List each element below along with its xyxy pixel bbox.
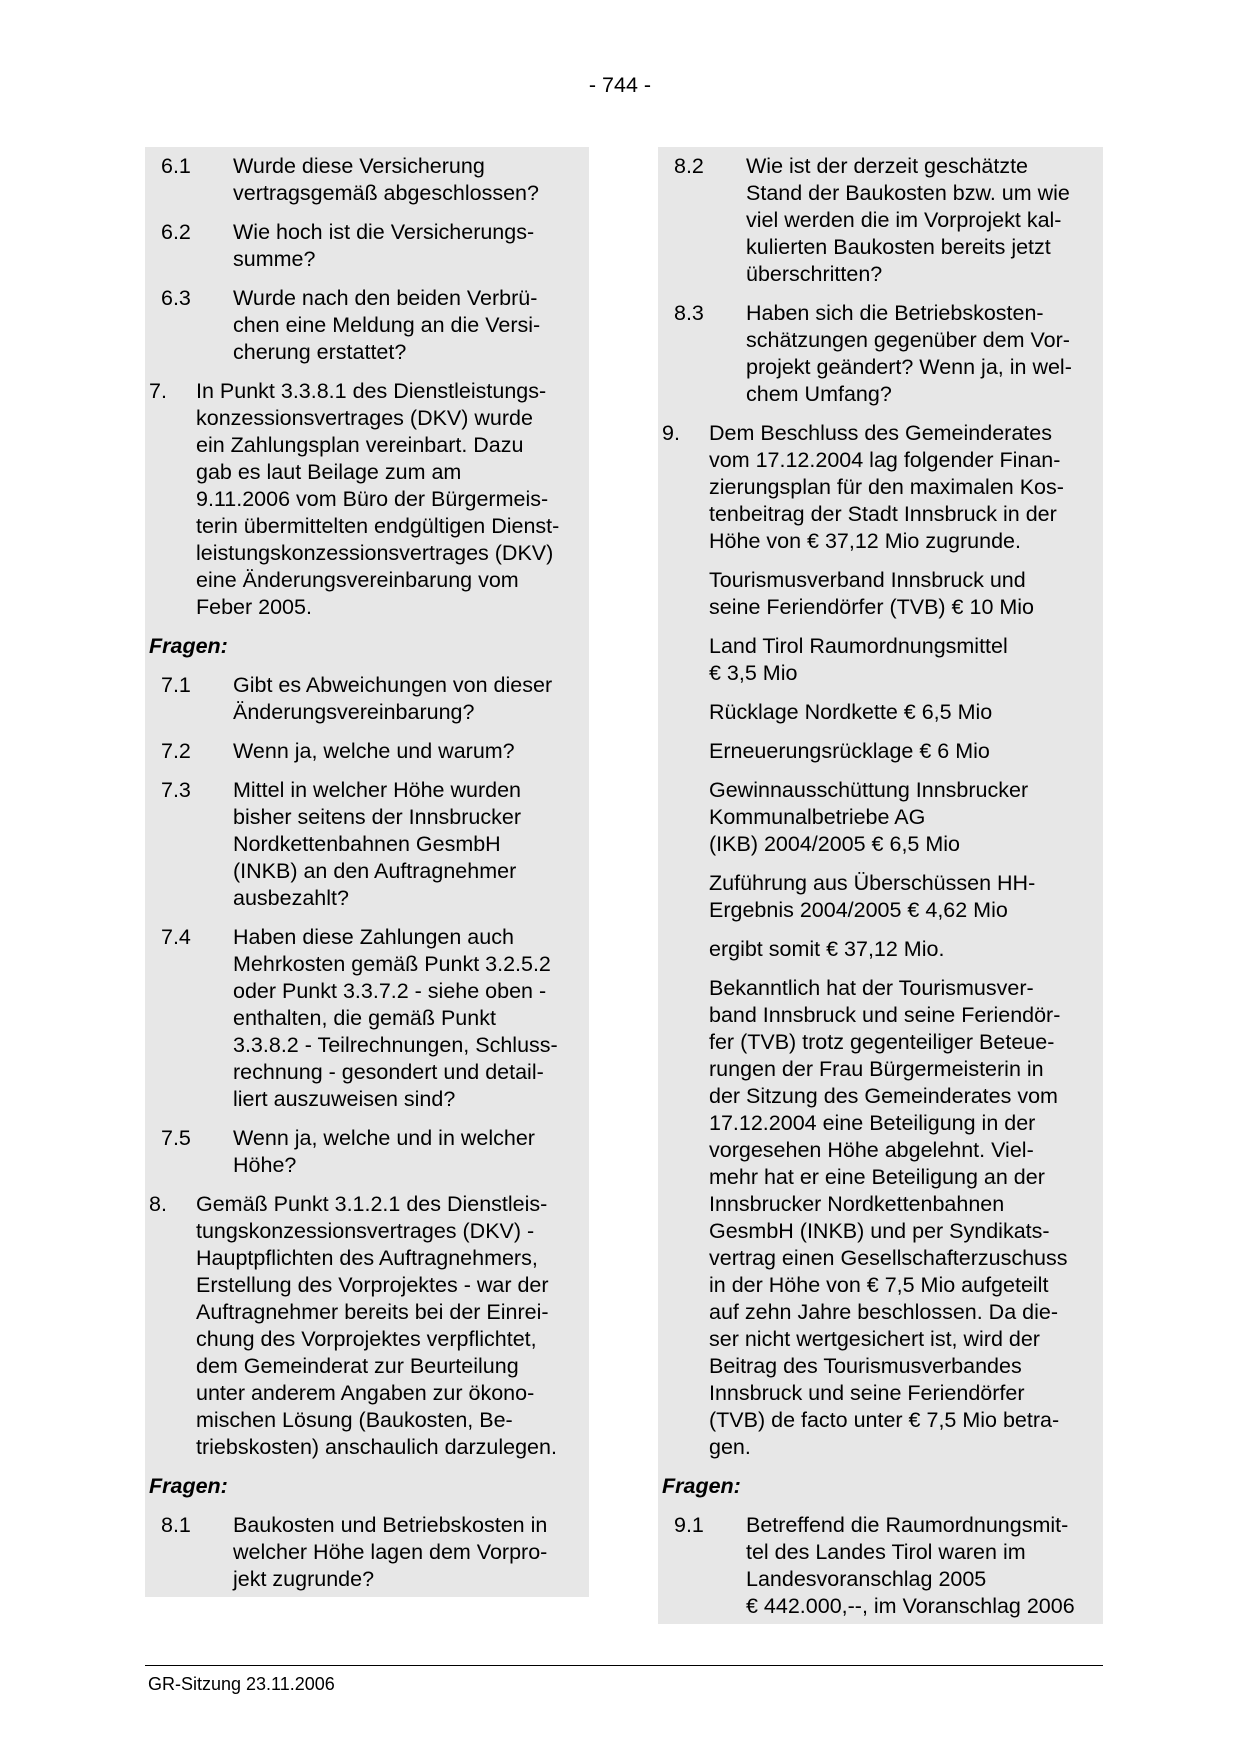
fragen-heading: Fragen: — [149, 1474, 228, 1498]
text-line: Höhe von € 37,12 Mio zugrunde. — [709, 529, 1021, 553]
text-line: Wurde diese Versicherung — [233, 154, 485, 178]
text-line: Wie ist der derzeit geschätzte — [746, 154, 1029, 178]
text-line: summe? — [233, 247, 316, 271]
question-7-4 — [149, 924, 585, 1113]
question-text — [233, 1125, 585, 1179]
text-line: ser nicht wertgesichert ist, wird der — [709, 1327, 1040, 1351]
text-line: kulierten Baukosten bereits jetzt — [746, 235, 1051, 259]
text-line: vertrag einen Gesellschafterzuschuss — [709, 1246, 1068, 1270]
text-line: fer (TVB) trotz gegenteiliger Beteue- — [709, 1030, 1055, 1054]
text-line: band Innsbruck und seine Feriendör- — [709, 1003, 1061, 1027]
text-line: der Sitzung des Gemeinderates vom — [709, 1084, 1058, 1108]
text-line: vorgesehen Höhe abgelehnt. Viel- — [709, 1138, 1034, 1162]
question-number: 9.1 — [674, 1513, 704, 1537]
text-line: terin übermittelten endgültigen Dienst- — [196, 514, 560, 538]
question-number: 8.2 — [674, 154, 704, 178]
text-line: seine Feriendörfer (TVB) € 10 Mio — [709, 595, 1035, 619]
text-line: Bekanntlich hat der Tourismusver- — [709, 976, 1034, 1000]
text-line: 17.12.2004 eine Beteiligung in der — [709, 1111, 1036, 1135]
text-line: ausbezahlt? — [233, 886, 349, 910]
right-column — [658, 147, 1103, 1624]
text-line: leistungskonzessionsvertrages (DKV) — [196, 541, 554, 565]
text-line: chung des Vorprojektes verpflichtet, — [196, 1327, 537, 1351]
question-number: 6.1 — [161, 154, 191, 178]
item-7 — [149, 378, 585, 621]
text-line: Tourismusverband Innsbruck und — [709, 568, 1026, 592]
question-6-2 — [149, 219, 585, 273]
text-line: Landesvoranschlag 2005 — [746, 1567, 987, 1591]
question-8-1 — [149, 1512, 585, 1593]
text-line: cherung erstattet? — [233, 340, 407, 364]
text-line: Mehrkosten gemäß Punkt 3.2.5.2 — [233, 952, 551, 976]
text-line: € 3,5 Mio — [709, 661, 798, 685]
text-line: liert auszuweisen sind? — [233, 1087, 456, 1111]
text-line: Land Tirol Raumordnungsmittel — [709, 634, 1008, 658]
item-number: 7. — [149, 379, 167, 403]
text-line: projekt geändert? Wenn ja, in wel- — [746, 355, 1072, 379]
item-text — [196, 378, 585, 621]
text-line: ein Zahlungsplan vereinbart. Dazu — [196, 433, 524, 457]
question-text — [233, 924, 585, 1113]
text-line: viel werden die im Vorprojekt kal- — [746, 208, 1062, 232]
text-line: Innsbruck und seine Feriendörfer — [709, 1381, 1025, 1405]
financing-tvb — [662, 567, 1099, 621]
text-line: GesmbH (INKB) und per Syndikats- — [709, 1219, 1050, 1243]
text-line: dem Gemeinderat zur Beurteilung — [196, 1354, 519, 1378]
text-line: rungen der Frau Bürgermeisterin in — [709, 1057, 1044, 1081]
question-9-1 — [662, 1512, 1099, 1620]
text-line: zierungsplan für den maximalen Kos- — [709, 475, 1064, 499]
text-line: auf zehn Jahre beschlossen. Da die- — [709, 1300, 1058, 1324]
footer-divider — [145, 1665, 1103, 1666]
question-text — [746, 1512, 1099, 1620]
text-line: Erstellung des Vorprojektes - war der — [196, 1273, 549, 1297]
question-number: 8.3 — [674, 301, 704, 325]
text-line: chem Umfang? — [746, 382, 892, 406]
text-line: tel des Landes Tirol waren im — [746, 1540, 1026, 1564]
question-text — [746, 300, 1099, 408]
text-line: Zuführung aus Überschüssen HH- — [709, 871, 1036, 895]
question-text — [233, 672, 585, 726]
page-number: - 744 - — [588, 73, 652, 97]
question-number: 7.1 — [161, 673, 191, 697]
text-line: Gewinnausschüttung Innsbrucker — [709, 778, 1029, 802]
financing-hh-ergebnis — [662, 870, 1099, 924]
text-line: gen. — [709, 1435, 751, 1459]
question-7-1 — [149, 672, 585, 726]
text-line: tenbeitrag der Stadt Innsbruck in der — [709, 502, 1057, 526]
question-number: 8.1 — [161, 1513, 191, 1537]
text-line: triebskosten) anschaulich darzulegen. — [196, 1435, 557, 1459]
text-line: Beitrag des Tourismusverbandes — [709, 1354, 1022, 1378]
question-text — [233, 285, 585, 366]
text-line: Mittel in welcher Höhe wurden — [233, 778, 521, 802]
text-line: Wie hoch ist die Versicherungs- — [233, 220, 535, 244]
text-line: vom 17.12.2004 lag folgender Finan- — [709, 448, 1061, 472]
text-line: Gibt es Abweichungen von dieser — [233, 673, 553, 697]
question-text — [233, 219, 585, 273]
financing-ruecklage — [662, 699, 1099, 726]
text-line: (IKB) 2004/2005 € 6,5 Mio — [709, 832, 960, 856]
text-line: Innsbrucker Nordkettenbahnen — [709, 1192, 1005, 1216]
text-line: ergibt somit € 37,12 Mio. — [709, 937, 945, 961]
question-7-2 — [149, 738, 585, 765]
question-number: 7.2 — [161, 739, 191, 763]
text-line: Hauptpflichten des Auftragnehmers, — [196, 1246, 538, 1270]
text-line: oder Punkt 3.3.7.2 - siehe oben - — [233, 979, 547, 1003]
question-7-5 — [149, 1125, 585, 1179]
text-line: unter anderem Angaben zur ökono- — [196, 1381, 535, 1405]
text-line: mehr hat er eine Beteiligung an der — [709, 1165, 1045, 1189]
text-line: Haben sich die Betriebskosten- — [746, 301, 1044, 325]
question-text — [233, 777, 585, 912]
text-line: Dem Beschluss des Gemeinderates — [709, 421, 1052, 445]
text-line: schätzungen gegenüber dem Vor- — [746, 328, 1070, 352]
text-line: Kommunalbetriebe AG — [709, 805, 926, 829]
question-6-1 — [149, 153, 585, 207]
text-line: Baukosten und Betriebskosten in — [233, 1513, 548, 1537]
question-text — [746, 153, 1099, 288]
text-line: Gemäß Punkt 3.1.2.1 des Dienstleis- — [196, 1192, 548, 1216]
question-number: 7.5 — [161, 1126, 191, 1150]
text-line: überschritten? — [746, 262, 883, 286]
question-number: 6.3 — [161, 286, 191, 310]
question-6-3 — [149, 285, 585, 366]
text-line: Haben diese Zahlungen auch — [233, 925, 514, 949]
question-7-3 — [149, 777, 585, 912]
text-line: Wenn ja, welche und in welcher — [233, 1126, 535, 1150]
question-number: 7.3 — [161, 778, 191, 802]
text-line: konzessionsvertrages (DKV) wurde — [196, 406, 533, 430]
financing-land-tirol — [662, 633, 1099, 687]
text-line: in der Höhe von € 7,5 Mio aufgeteilt — [709, 1273, 1049, 1297]
item-8 — [149, 1191, 585, 1461]
question-8-2 — [662, 153, 1099, 288]
text-line: Wurde nach den beiden Verbrü- — [233, 286, 538, 310]
text-line: welcher Höhe lagen dem Vorpro- — [233, 1540, 548, 1564]
text-line: € 442.000,--, im Voranschlag 2006 — [746, 1594, 1075, 1618]
text-line: vertragsgemäß abgeschlossen? — [233, 181, 539, 205]
text-line: gab es laut Beilage zum am — [196, 460, 462, 484]
left-column — [145, 147, 589, 1597]
text-line: Nordkettenbahnen GesmbH — [233, 832, 501, 856]
text-line: rechnung - gesondert und detail- — [233, 1060, 544, 1084]
question-number: 6.2 — [161, 220, 191, 244]
text-line: tungskonzessionsvertrages (DKV) - — [196, 1219, 535, 1243]
text-line: eine Änderungsvereinbarung vom — [196, 568, 519, 592]
question-number: 7.4 — [161, 925, 191, 949]
text-line: Ergebnis 2004/2005 € 4,62 Mio — [709, 898, 1008, 922]
text-line: (INKB) an den Auftragnehmer — [233, 859, 517, 883]
text-line: Änderungsvereinbarung? — [233, 700, 475, 724]
item-number: 8. — [149, 1192, 167, 1216]
text-line: Höhe? — [233, 1153, 297, 1177]
footer-text: GR-Sitzung 23.11.2006 — [148, 1674, 335, 1694]
text-line: 3.3.8.2 - Teilrechnungen, Schluss- — [233, 1033, 558, 1057]
text-line: In Punkt 3.3.8.1 des Dienstleistungs- — [196, 379, 547, 403]
financing-total — [662, 936, 1099, 963]
text-line: mischen Lösung (Baukosten, Be- — [196, 1408, 513, 1432]
text-line: Rücklage Nordkette € 6,5 Mio — [709, 700, 993, 724]
item-number: 9. — [662, 421, 680, 445]
text-line: 9.11.2006 vom Büro der Bürgermeis- — [196, 487, 549, 511]
text-line: Erneuerungsrücklage € 6 Mio — [709, 739, 990, 763]
text-line: Feber 2005. — [196, 595, 312, 619]
item-text — [196, 1191, 585, 1461]
text-line: Wenn ja, welche und warum? — [233, 739, 515, 763]
item-text — [709, 420, 1099, 555]
text-line: (TVB) de facto unter € 7,5 Mio betra- — [709, 1408, 1060, 1432]
text-line: bisher seitens der Innsbrucker — [233, 805, 522, 829]
question-text — [233, 738, 585, 765]
text-line: Stand der Baukosten bzw. um wie — [746, 181, 1070, 205]
item-9 — [662, 420, 1099, 555]
financing-erneuerung — [662, 738, 1099, 765]
text-line: enthalten, die gemäß Punkt — [233, 1006, 496, 1030]
text-line: Betreffend die Raumordnungsmit- — [746, 1513, 1069, 1537]
tvb-paragraph — [662, 975, 1099, 1461]
fragen-heading: Fragen: — [662, 1474, 741, 1498]
fragen-heading: Fragen: — [149, 634, 228, 658]
question-8-3 — [662, 300, 1099, 408]
question-text — [233, 1512, 585, 1593]
question-text — [233, 153, 585, 207]
text-line: chen eine Meldung an die Versi- — [233, 313, 541, 337]
text-line: Auftragnehmer bereits bei der Einrei- — [196, 1300, 549, 1324]
financing-ikb — [662, 777, 1099, 858]
text-line: jekt zugrunde? — [233, 1567, 375, 1591]
